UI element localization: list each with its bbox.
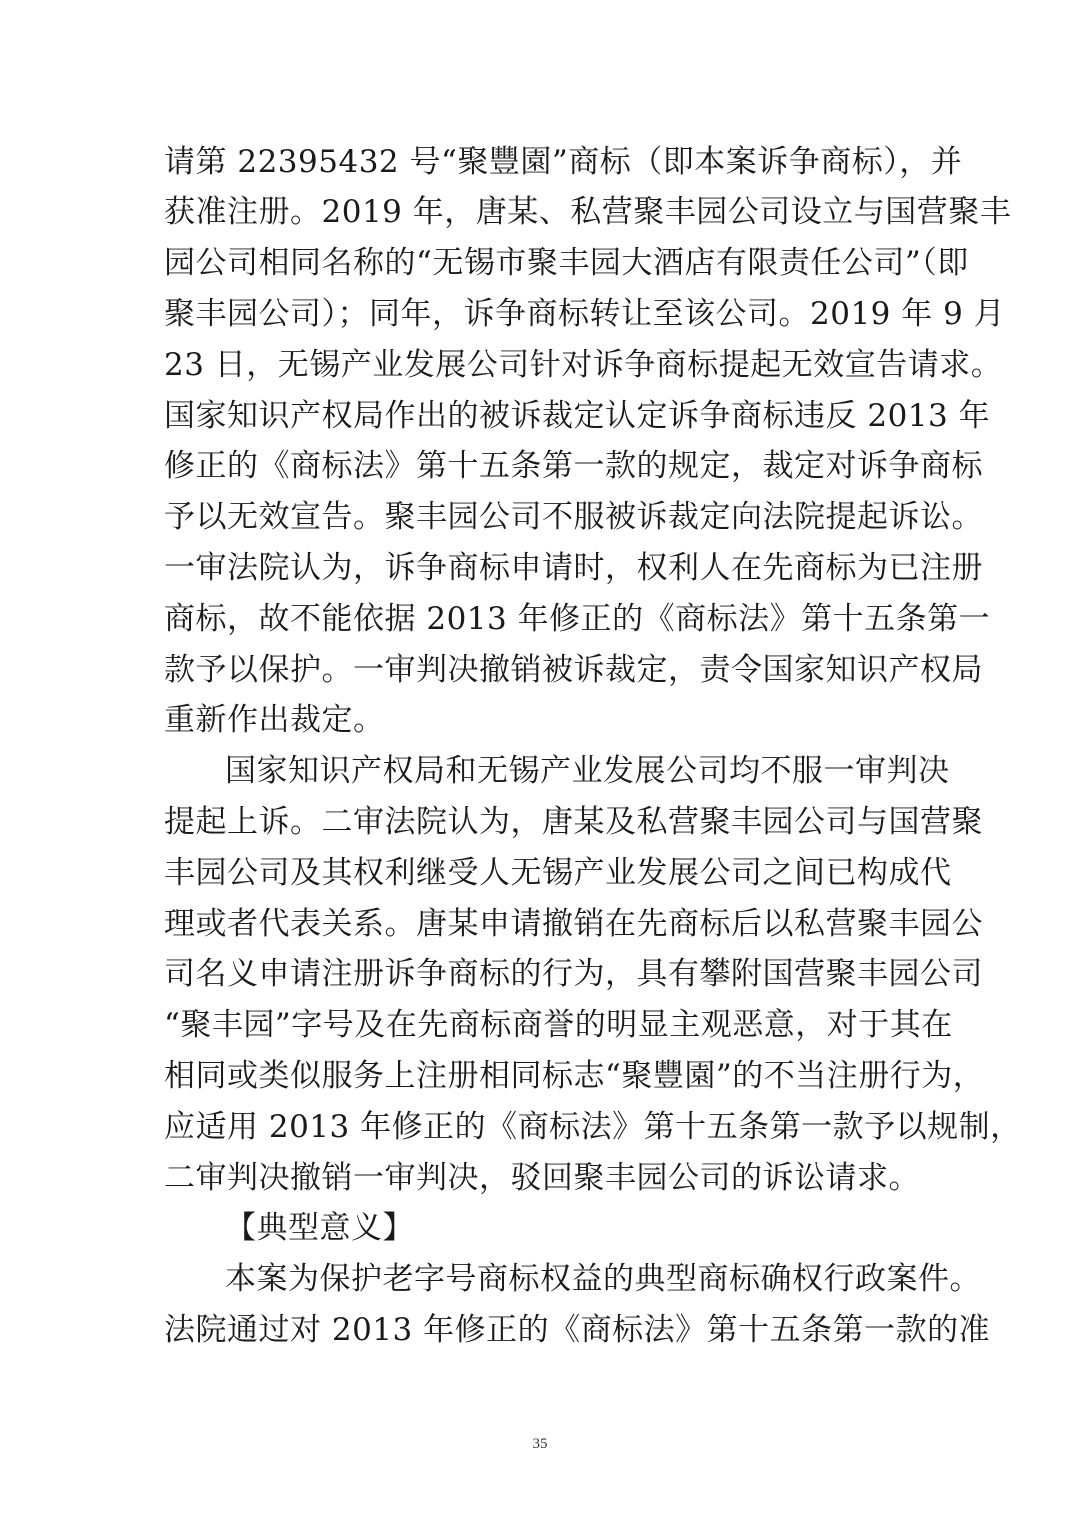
body-text-line: “聚丰园”字号及在先商标商誉的明显主观恶意，对于其在: [164, 1007, 953, 1043]
body-text-line: 聚丰园公司）；同年，诉争商标转让至该公司。2019 年 9 月: [164, 296, 1006, 332]
body-text-line: 司名义申请注册诉争商标的行为，具有攀附国营聚丰园公司: [164, 956, 983, 992]
page-number: 35: [532, 1436, 548, 1452]
body-text-line: 丰园公司及其权利继受人无锡产业发展公司之间已构成代: [164, 855, 952, 891]
body-text-line: 予以无效宣告。聚丰园公司不服被诉裁定向法院提起诉讼。: [164, 499, 983, 535]
body-text-line: 二审判决撤销一审判决，驳回聚丰园公司的诉讼请求。: [164, 1160, 920, 1196]
body-text-line: 23 日，无锡产业发展公司针对诉争商标提起无效宣告请求。: [164, 347, 1003, 383]
body-text-line: 应适用 2013 年修正的《商标法》第十五条第一款予以规制，: [164, 1109, 1022, 1145]
body-text-line: 一审法院认为，诉争商标申请时，权利人在先商标为已注册: [164, 550, 983, 586]
body-text-line: 国家知识产权局作出的被诉裁定认定诉争商标违反 2013 年: [164, 398, 991, 434]
body-text-line: 款予以保护。一审判决撤销被诉裁定，责令国家知识产权局: [164, 652, 983, 688]
body-text-line: 相同或类似服务上注册相同标志“聚豐園”的不当注册行为，: [164, 1058, 985, 1094]
paragraph-first-line: 本案为保护老字号商标权益的典型商标确权行政案件。: [225, 1261, 981, 1297]
body-text-line: 园公司相同名称的“无锡市聚丰园大酒店有限责任公司”（即: [164, 245, 969, 281]
body-text-line: 法院通过对 2013 年修正的《商标法》第十五条第一款的准: [164, 1312, 991, 1348]
body-text-line: 获准注册。2019 年，唐某、私营聚丰园公司设立与国营聚丰: [164, 194, 1012, 230]
body-text-line: 重新作出裁定。: [164, 702, 385, 738]
paragraph-first-line: 国家知识产权局和无锡产业发展公司均不服一审判决: [225, 753, 950, 789]
body-text-line: 提起上诉。二审法院认为，唐某及私营聚丰园公司与国营聚: [164, 804, 983, 840]
body-text-line: 修正的《商标法》第十五条第一款的规定，裁定对诉争商标: [164, 448, 983, 484]
body-text-line: 请第 22395432 号“聚豐園”商标（即本案诉争商标），并: [164, 144, 963, 180]
section-heading: 【典型意义】: [225, 1210, 414, 1246]
body-text-line: 理或者代表关系。唐某申请撤销在先商标后以私营聚丰园公: [164, 906, 983, 942]
body-text-line: 商标，故不能依据 2013 年修正的《商标法》第十五条第一: [164, 601, 991, 637]
